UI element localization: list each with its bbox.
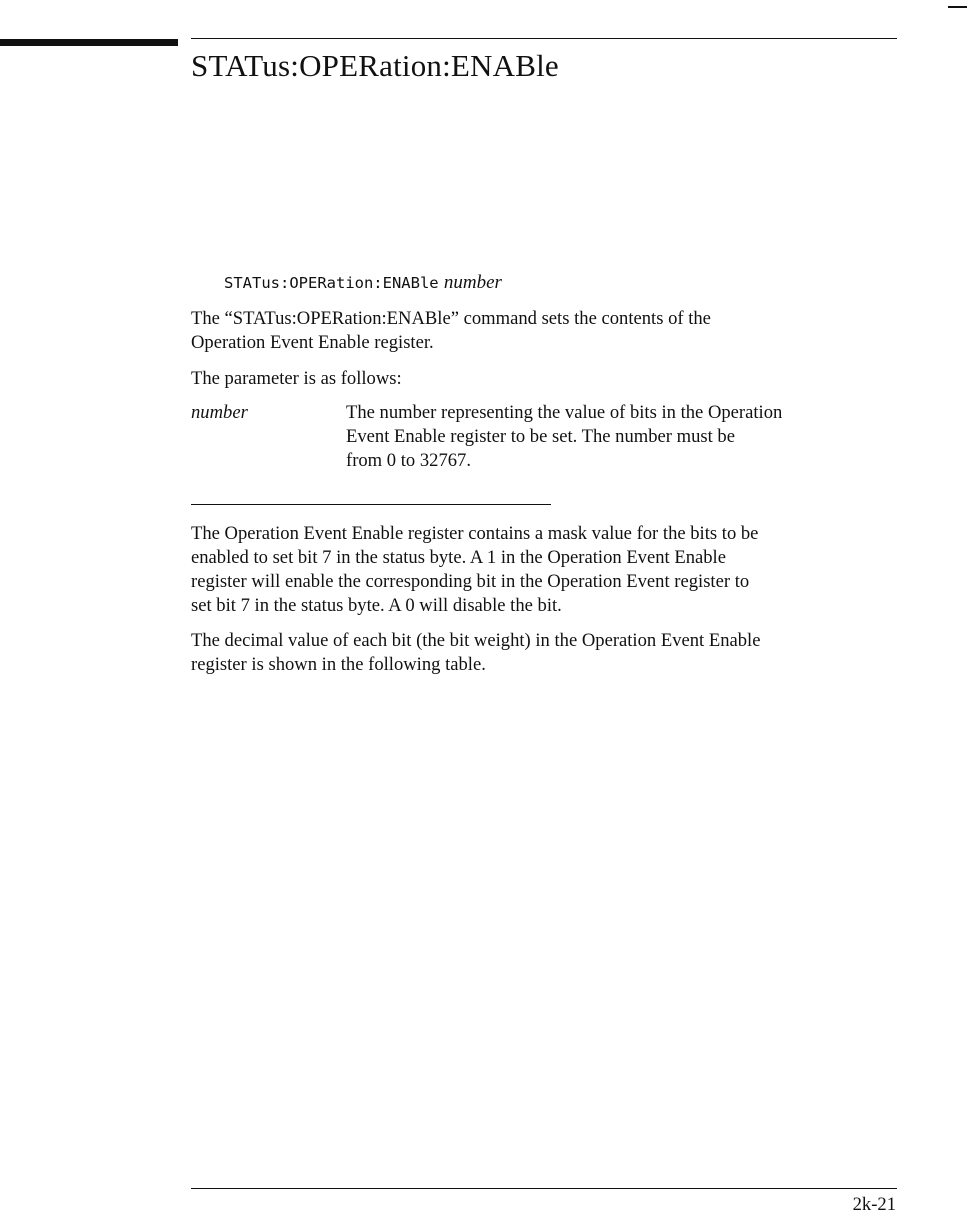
parameter-description-line: The number representing the value of bits in the Operation: [346, 402, 783, 423]
page-title: STATus:OPERation:ENABle: [191, 48, 559, 83]
header-rule: [191, 38, 897, 39]
remarks-line: register is shown in the following table.: [191, 654, 486, 675]
section-marker-bar: [0, 39, 178, 46]
remarks-paragraph-1: [191, 522, 758, 618]
remarks-line: register will enable the corresponding bit in the Operation Event register to: [191, 571, 750, 592]
parameter-description-line: from 0 to 32767.: [346, 450, 471, 471]
parameter-description: [346, 401, 896, 473]
parameter-description-line: Event Enable register to be set. The number must be: [346, 426, 735, 447]
parameter-name: number: [191, 402, 248, 423]
syntax-command: STATus:OPERation:ENABle: [224, 274, 439, 292]
corner-mark: [948, 6, 967, 8]
footer-rule: [191, 1188, 897, 1189]
command-syntax: [224, 272, 502, 294]
remarks-line: enabled to set bit 7 in the status byte. A 1 in the Operation Event Enable: [191, 547, 726, 568]
parameter-intro: The parameter is as follows:: [191, 368, 402, 389]
remarks-line: set bit 7 in the status byte. A 0 will disable the bit.: [191, 595, 562, 616]
syntax-parameter: number: [443, 272, 502, 293]
description-line: The “STATus:OPERation:ENABle” command sets the contents of the: [191, 308, 711, 329]
remarks-rule: [191, 504, 551, 505]
remarks-line: The Operation Event Enable register contains a mask value for the bits to be: [191, 523, 759, 544]
remarks-line: The decimal value of each bit (the bit weight) in the Operation Event Enable: [191, 630, 761, 651]
remarks-paragraph-2: [191, 629, 760, 677]
page-number: 2k-21: [852, 1194, 896, 1215]
description-paragraph: [191, 307, 711, 355]
description-line: Operation Event Enable register.: [191, 332, 434, 353]
